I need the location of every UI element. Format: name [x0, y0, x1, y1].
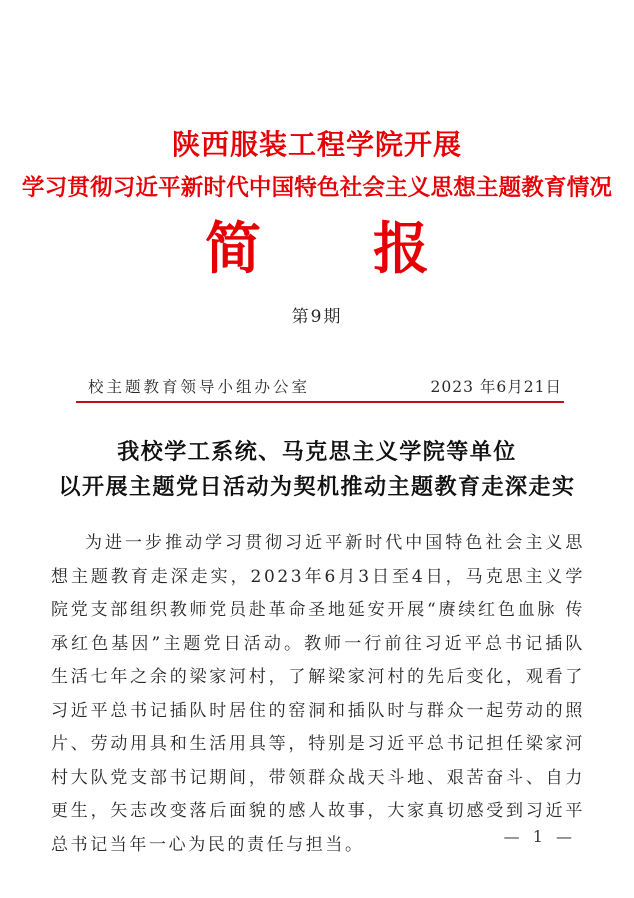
- article-heading-line2: 以开展主题党日活动为契机推动主题教育走深走实: [58, 475, 576, 500]
- article-heading: [0, 435, 634, 505]
- issue-date: 2023 年6月21日: [430, 378, 562, 396]
- masthead-title-line2: 学习贯彻习近平新时代中国特色社会主义思想主题教育情况: [21, 175, 613, 201]
- bulletin-banner: 简 报: [205, 216, 429, 282]
- issue-number: 第9期: [291, 307, 343, 327]
- meta-row: [88, 375, 562, 397]
- issuing-office: 校主题教育领导小组办公室: [88, 378, 311, 396]
- article-body: 为进一步推动学习贯彻习近平新时代中国特色社会主义思想主题教育走深走实，2023年6月3日至4日，马克思主义学院党支部组织教师党员赴革命圣地延安开展“赓续红色血脉 传承红色基因”主题党日活动。教师一行前往习近平总书记插队生活七年之余的梁家河村，了解梁家河村的先后变化，观看了习近平总书记插队时居住的窑洞和插队时与群众一起劳动的照片、劳动用具和生活用具等，特别是习近平总书记担任梁家河村大队党支部书记期间，带领群众战天斗地、艰苦奋斗、自力更生，矢志改变落后面貌的感人故事，大家真切感受到习近平总书记当年一心为民的责任与担当。: [51, 533, 585, 855]
- page-number: — 1 —: [503, 827, 576, 846]
- masthead: [0, 0, 634, 327]
- masthead-title-line1: 陕西服装工程学院开展: [171, 128, 462, 161]
- red-divider-rule: [76, 401, 564, 403]
- article-heading-line1: 我校学工系统、马克思主义学院等单位: [117, 440, 517, 465]
